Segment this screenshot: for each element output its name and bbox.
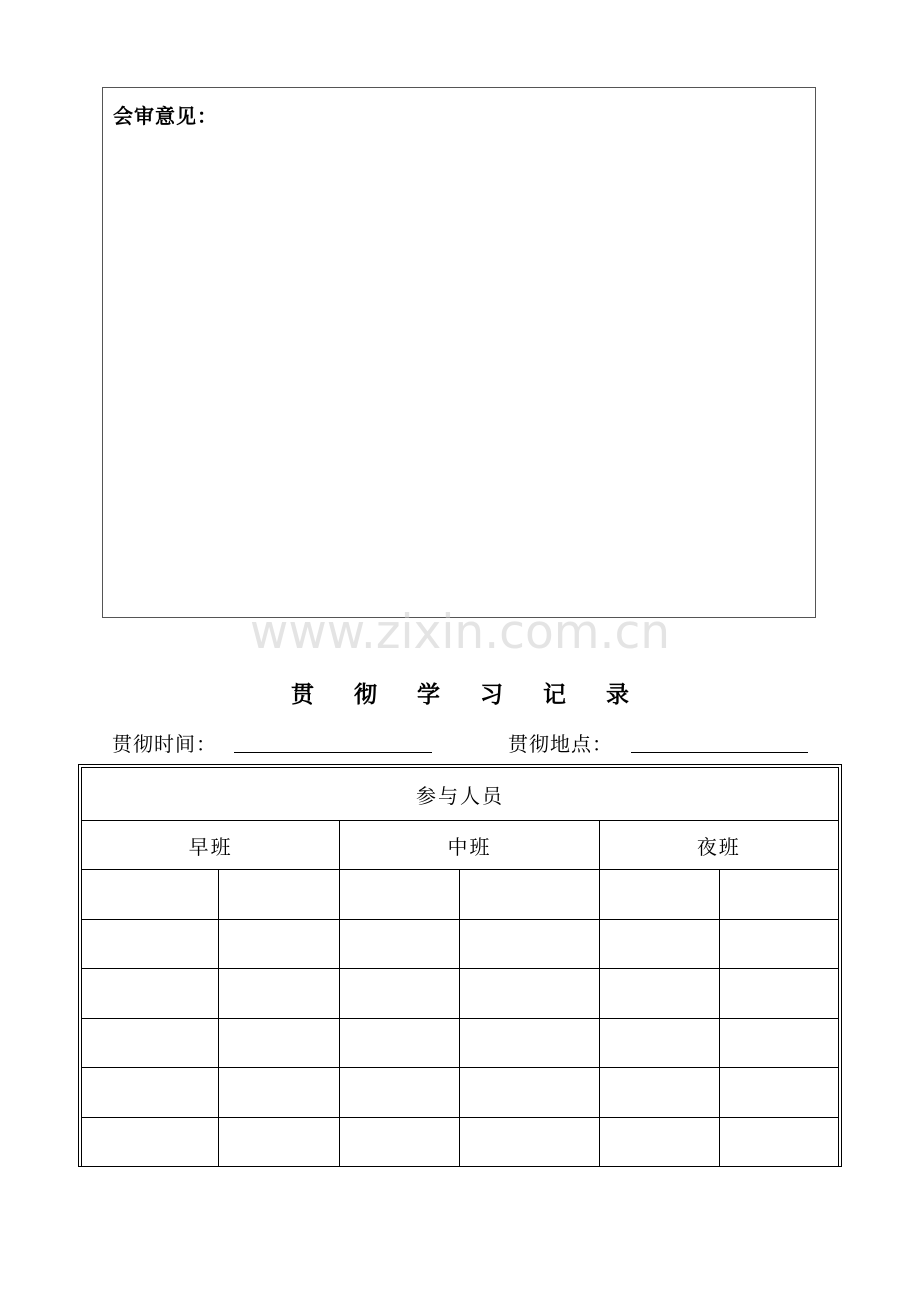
name-cell[interactable] [82,969,219,1019]
name-cell[interactable] [82,1018,219,1068]
record-title: 贯 彻 学 习 记 录 [290,682,646,708]
name-cell[interactable] [82,870,219,920]
name-cell[interactable] [719,969,838,1019]
name-cell[interactable] [219,1018,340,1068]
name-cell[interactable] [599,870,719,920]
name-cell[interactable] [599,1068,719,1118]
name-cell[interactable] [219,1117,340,1167]
name-cell[interactable] [719,1018,838,1068]
review-opinion-label: 会审意见： [113,104,218,128]
name-cell[interactable] [460,1068,599,1118]
table-row [82,1018,839,1068]
name-cell[interactable] [340,1117,460,1167]
name-cell[interactable] [719,919,838,969]
name-cell[interactable] [460,919,599,969]
name-cell[interactable] [599,919,719,969]
name-cell[interactable] [82,919,219,969]
table-row [82,919,839,969]
time-label: 贯彻时间： [112,732,217,756]
name-cell[interactable] [340,870,460,920]
table-row [82,870,839,920]
name-cell[interactable] [719,1117,838,1167]
name-cell[interactable] [219,870,340,920]
place-field[interactable] [631,752,808,753]
shift-middle: 中班 [340,821,599,870]
name-cell[interactable] [460,969,599,1019]
name-cell[interactable] [340,969,460,1019]
name-cell[interactable] [599,969,719,1019]
participants-table [78,764,842,1167]
shift-morning: 早班 [82,821,340,870]
watermark: www.zixin.com.cn [249,605,671,660]
name-cell[interactable] [460,870,599,920]
review-opinion-box[interactable] [102,87,816,618]
participants-header: 参与人员 [82,768,839,821]
name-cell[interactable] [719,1068,838,1118]
name-cell[interactable] [340,919,460,969]
name-cell[interactable] [460,1018,599,1068]
name-cell[interactable] [599,1117,719,1167]
name-cell[interactable] [340,1068,460,1118]
shift-night: 夜班 [599,821,838,870]
name-cell[interactable] [219,919,340,969]
name-cell[interactable] [219,1068,340,1118]
name-cell[interactable] [460,1117,599,1167]
table-row [82,969,839,1019]
table-row [82,1068,839,1118]
table-row [82,1117,839,1167]
place-label: 贯彻地点： [508,732,613,756]
time-field[interactable] [234,752,432,753]
name-cell[interactable] [719,870,838,920]
name-cell[interactable] [82,1117,219,1167]
name-cell[interactable] [82,1068,219,1118]
name-cell[interactable] [219,969,340,1019]
name-cell[interactable] [340,1018,460,1068]
name-cell[interactable] [599,1018,719,1068]
